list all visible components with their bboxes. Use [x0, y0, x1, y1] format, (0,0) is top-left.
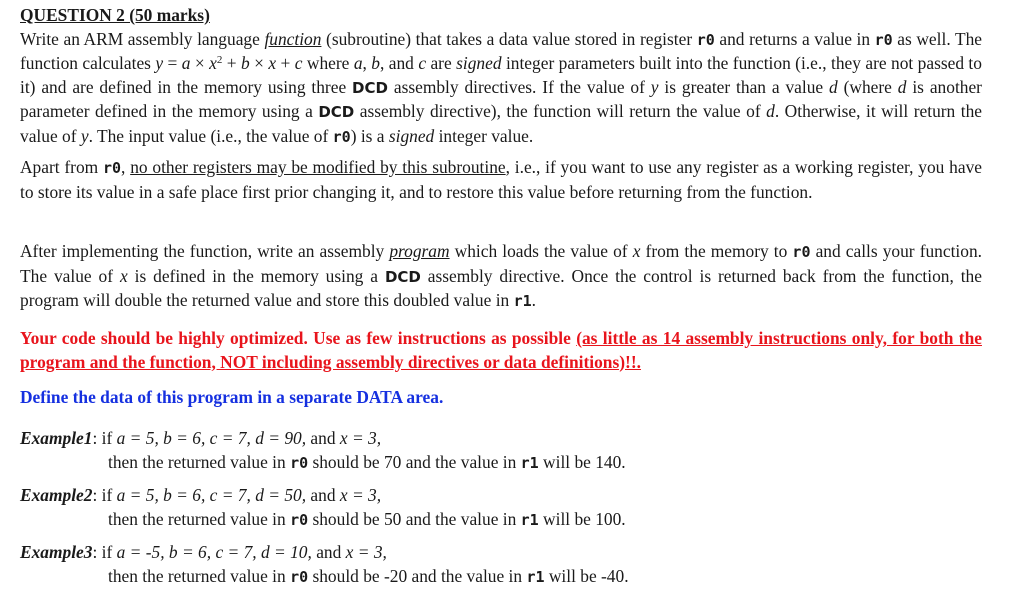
dcd-directive: DCD — [318, 103, 355, 121]
example-label: Example3 — [20, 542, 93, 562]
program-paragraph: After implementing the function, write an assembly program which loads the value of x from the memory to r0 and calls your function. The value of x is defined in the memory using a DCD assembly directive. Once the control is returned back from the function, the program will double the returned value and store this doubled value in r1. — [20, 241, 982, 310]
signed-term: signed — [388, 125, 435, 146]
register-r1: r1 — [520, 510, 539, 529]
register-r1: r1 — [526, 567, 545, 586]
register-r0: r0 — [290, 453, 309, 472]
example-label: Example2 — [20, 485, 93, 505]
example-3: Example3: if a = -5, b = 6, c = 7, d = 10, and x = 3, then the returned value in r0 should be -20 and the value in r1 will be -40. — [20, 542, 629, 586]
question-title: QUESTION 2 (50 marks) — [20, 5, 210, 25]
program-term: program — [389, 241, 450, 261]
dcd-directive: DCD — [384, 267, 421, 286]
register-r1: r1 — [520, 453, 539, 472]
register-rule-underlined: no other registers may be modified by this subroutine — [130, 157, 506, 177]
example-label: Example1 — [20, 428, 93, 448]
register-r0: r0 — [332, 127, 351, 146]
register-r0: r0 — [792, 243, 811, 261]
register-r0: r0 — [696, 30, 715, 49]
register-rule-paragraph: Apart from r0, no other registers may be modified by this subroutine, i.e., if you want to use any register as a working register, you have to store its value in a safe place first prior changing it, and to restore this value before returning from the function. — [20, 157, 982, 202]
register-r0: r0 — [290, 510, 309, 529]
example-2: Example2: if a = 5, b = 6, c = 7, d = 50, and x = 3, then the returned value in r0 should be 50 and the value in r1 will be 100. — [20, 485, 626, 529]
register-r1: r1 — [513, 292, 532, 310]
optimization-warning-underlined: (as little as 14 assembly instructions only, for both the program and the function, NOT including assembly directives or data definitions)!!. — [20, 328, 982, 372]
register-r0: r0 — [290, 567, 309, 586]
dcd-directive: DCD — [352, 78, 388, 97]
example-1: Example1: if a = 5, b = 6, c = 7, d = 90, and x = 3, then the returned value in r0 should be 70 and the value in r1 will be 140. — [20, 428, 626, 472]
equation: $y = a \times x^2 + b \times x + c$ — [155, 53, 303, 73]
function-term: function — [264, 28, 322, 49]
optimization-warning: Your code should be highly optimized. Use as few instructions as possible (as little as 14 assembly instructions only, for both the program and the function, NOT including assembly directives or data definitions)!!. — [20, 328, 982, 372]
data-area-note: Define the data of this program in a separate DATA area. — [20, 387, 444, 407]
signed-term: signed — [456, 53, 502, 73]
register-r0: r0 — [874, 30, 893, 49]
register-r0: r0 — [102, 159, 122, 177]
intro-paragraph: QUESTION 2 (50 marks) Write an ARM assembly language function (subroutine) that takes a data value stored in register r0 and returns a value in r0 as well. The function calculates $y = a \times x^2 + b \times x + c$ where a, b, and c are signed integer parameters built into the function (i.e., they are not passed to it) and are defined in the memory using three DCD assembly directives. If the value of y is greater than a value d (where d is another parameter defined in the memory using a DCD assembly directive), the function will return the value of d. Otherwise, it will return the value of y. The input value (i.e., the value of r0) is a signed integer value. — [20, 5, 982, 146]
